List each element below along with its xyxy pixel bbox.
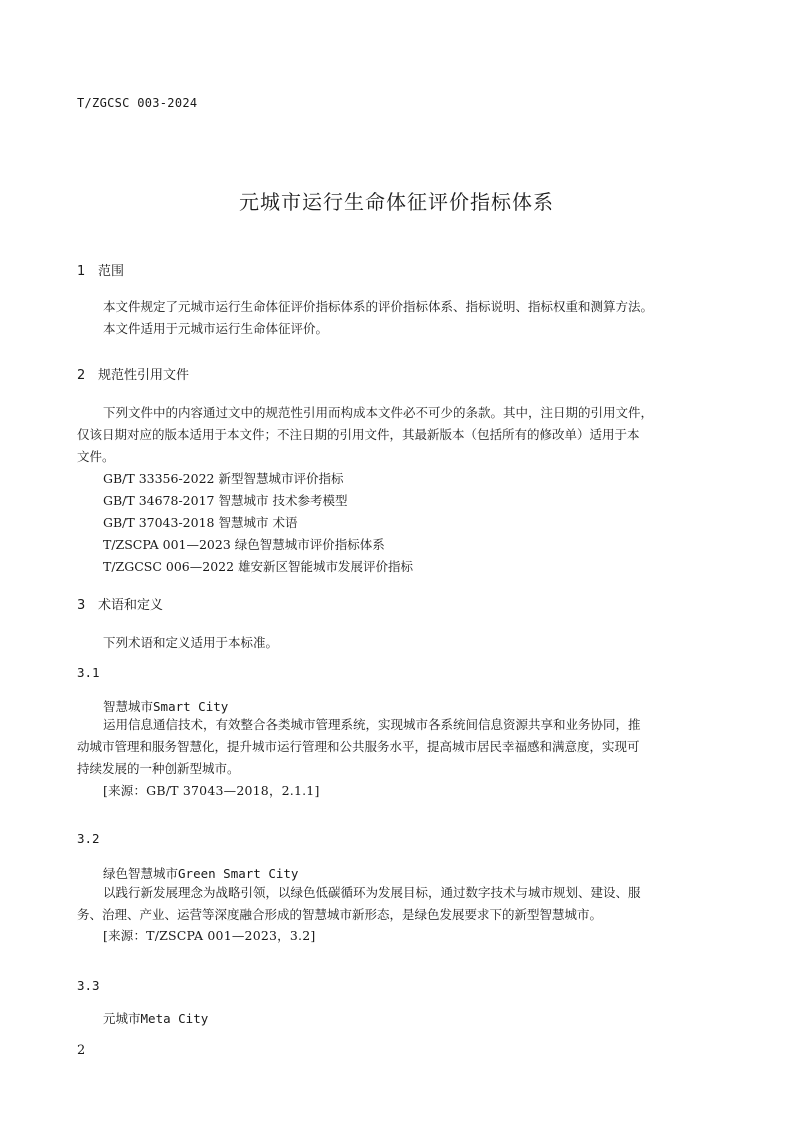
section-3-heading — [77, 594, 163, 613]
term-number: 3.1 — [77, 665, 100, 680]
document-code: T/ZGCSC 003-2024 — [77, 96, 198, 110]
term-definition-line: 务、治理、产业、运营等深度融合形成的智慧城市新形态，是绿色发展要求下的新型智慧城市。 — [77, 907, 603, 922]
reference-item: GB/T 34678-2017 智慧城市 技术参考模型 — [103, 493, 348, 508]
reference-item: GB/T 37043-2018 智慧城市 术语 — [103, 515, 298, 530]
term-definition-line: 动城市管理和服务智慧化，提升城市运行管理和公共服务水平，提高城市居民幸福感和满意度，实现可 — [77, 739, 640, 754]
term-definition-line: 以践行新发展理念为战略引领，以绿色低碳循环为发展目标，通过数字技术与城市规划、建设、服 — [103, 885, 641, 900]
section-2-paragraph-line-2: 仅该日期对应的版本适用于本文件；不注日期的引用文件，其最新版本（包括所有的修改单）适用于本 — [77, 427, 640, 442]
section-title: 术语和定义 — [98, 598, 164, 613]
document-title: 元城市运行生命体征评价指标体系 — [239, 190, 554, 214]
section-2-paragraph-line-3: 文件。 — [77, 449, 115, 464]
term-definition-line: 持续发展的一种创新型城市。 — [77, 761, 240, 776]
term-english: Smart City — [153, 699, 229, 714]
section-2-heading — [77, 364, 189, 383]
reference-item: T/ZSCPA 001—2023 绿色智慧城市评价指标体系 — [103, 537, 385, 552]
term-chinese: 绿色智慧城市 — [103, 866, 179, 881]
section-1-paragraph-1: 本文件规定了元城市运行生命体征评价指标体系的评价指标体系、指标说明、指标权重和测算方法。 — [103, 299, 654, 314]
section-3-intro: 下列术语和定义适用于本标准。 — [103, 635, 279, 650]
section-title: 规范性引用文件 — [98, 368, 190, 383]
term-number: 3.2 — [77, 831, 100, 846]
section-2-paragraph-line-1: 下列文件中的内容通过文中的规范性引用而构成本文件必不可少的条款。其中，注日期的引用文件， — [103, 405, 654, 420]
section-title: 范围 — [98, 264, 125, 279]
term-english: Green Smart City — [178, 866, 299, 881]
term-number: 3.3 — [77, 978, 100, 993]
term-source: [来源：T/ZSCPA 001—2023，3.2] — [103, 928, 316, 943]
term-heading — [103, 697, 228, 715]
term-source: [来源：GB/T 37043—2018，2.1.1] — [103, 783, 320, 798]
term-heading — [103, 864, 298, 882]
term-chinese: 元城市 — [103, 1011, 141, 1026]
section-number: 3 — [77, 598, 86, 613]
reference-item: GB/T 33356-2022 新型智慧城市评价指标 — [103, 471, 344, 486]
term-heading — [103, 1009, 208, 1027]
term-definition-line: 运用信息通信技术，有效整合各类城市管理系统，实现城市各系统间信息资源共享和业务协同，推 — [103, 717, 641, 732]
term-chinese: 智慧城市 — [103, 699, 154, 714]
section-number: 2 — [77, 368, 86, 383]
section-1-paragraph-2: 本文件适用于元城市运行生命体征评价。 — [103, 321, 329, 336]
term-english: Meta City — [140, 1011, 209, 1026]
section-1-heading — [77, 260, 124, 279]
section-number: 1 — [77, 264, 86, 279]
reference-item: T/ZGCSC 006—2022 雄安新区智能城市发展评价指标 — [103, 559, 414, 574]
page-number: 2 — [77, 1043, 86, 1058]
